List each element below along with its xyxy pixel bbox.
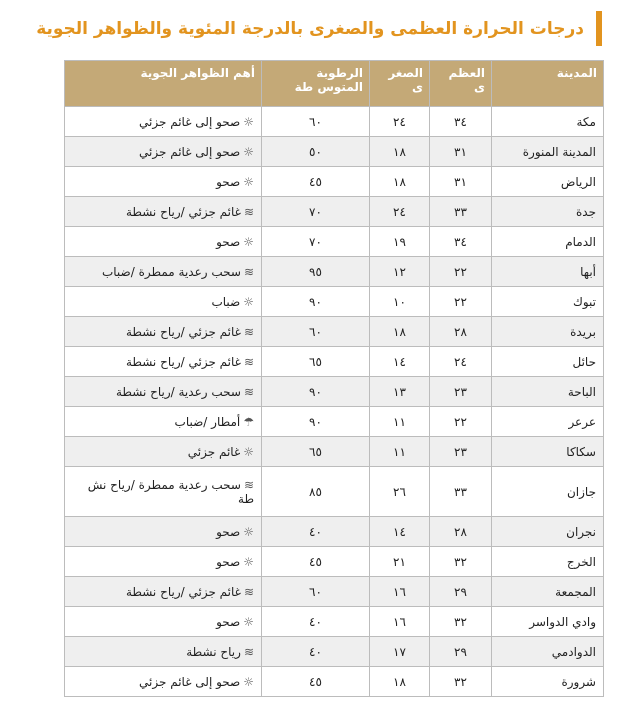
table-row [65,257,604,287]
max-temp-cell: ٣٤ [430,107,492,137]
min-temp-cell: ١٣ [370,377,430,407]
table-row [65,667,604,697]
weather-text: غائم جزئي /رياح نشطة [125,354,241,369]
weather-cell [65,287,262,317]
weather-cell [65,227,262,257]
weather-cell [65,137,262,167]
max-temp-cell: ٢٤ [430,347,492,377]
wind-icon: ≋ [243,477,254,492]
humidity-cell: ٩٠ [262,287,370,317]
weather-cell [65,257,262,287]
table-row [65,107,604,137]
min-temp-cell: ١٦ [370,607,430,637]
table-row [65,607,604,637]
weather-cell [65,607,262,637]
min-temp-cell: ١٤ [370,347,430,377]
sun-icon: ☼ [243,294,254,309]
weather-text: صحو [216,174,241,189]
city-cell: وادي الدواسر [492,607,604,637]
table-row [65,227,604,257]
partly-cloudy-icon: ☼ [243,114,254,129]
humidity-cell: ٦٠ [262,317,370,347]
table-row [65,197,604,227]
max-temp-cell: ٣١ [430,137,492,167]
city-cell: الرياض [492,167,604,197]
weather-text: ضباب [211,294,241,309]
min-temp-cell: ١٨ [370,167,430,197]
city-cell: سكاكا [492,437,604,467]
wind-icon: ≋ [243,644,254,659]
title-bar [36,11,602,46]
humidity-cell: ٥٠ [262,137,370,167]
weather-text: صحو إلى غائم جزئي [139,674,241,689]
max-temp-cell: ٢٨ [430,517,492,547]
weather-cell [65,517,262,547]
min-temp-cell: ١٢ [370,257,430,287]
min-temp-cell: ١٠ [370,287,430,317]
weather-cell [65,407,262,437]
weather-text: سحب رعدية ممطرة /رياح نش طة [87,477,254,506]
humidity-cell: ٧٠ [262,197,370,227]
wind-icon: ≋ [243,354,254,369]
partly-cloudy-icon: ☼ [243,144,254,159]
city-cell: شرورة [492,667,604,697]
city-cell: مكة [492,107,604,137]
header-humidity: الرطوبة المتوس طة [262,61,370,107]
city-cell: الباحة [492,377,604,407]
max-temp-cell: ٢٣ [430,437,492,467]
max-temp-cell: ٣٢ [430,667,492,697]
weather-cell [65,467,262,517]
city-cell: عرعر [492,407,604,437]
weather-cell [65,197,262,227]
city-cell: أبها [492,257,604,287]
humidity-cell: ٩٠ [262,407,370,437]
rain-cloud-icon: ☂ [243,414,254,429]
page-title: درجات الحرارة العظمى والصغرى بالدرجة المئوية والظواهر الجوية [36,18,584,39]
weather-text: غائم جزئي /رياح نشطة [125,204,241,219]
min-temp-cell: ٢٤ [370,197,430,227]
weather-text: صحو إلى غائم جزئي [139,144,241,159]
humidity-cell: ٩٠ [262,377,370,407]
wind-icon: ≋ [243,264,254,279]
min-temp-cell: ١٨ [370,667,430,697]
weather-cell [65,107,262,137]
wind-icon: ≋ [243,384,254,399]
table-row [65,317,604,347]
weather-cell [65,637,262,667]
header-city: المدينة [492,61,604,107]
max-temp-cell: ٢٢ [430,407,492,437]
humidity-cell: ٤٠ [262,607,370,637]
min-temp-cell: ١٤ [370,517,430,547]
city-cell: المجمعة [492,577,604,607]
weather-text: صحو إلى غائم جزئي [139,114,241,129]
city-cell: الدمام [492,227,604,257]
header-max: العظم ى [430,61,492,107]
max-temp-cell: ٣١ [430,167,492,197]
city-cell: نجران [492,517,604,547]
weather-cell [65,437,262,467]
min-temp-cell: ٢٤ [370,107,430,137]
wind-icon: ≋ [243,324,254,339]
header-min: الصغر ى [370,61,430,107]
min-temp-cell: ٢١ [370,547,430,577]
humidity-cell: ٨٥ [262,467,370,517]
weather-text: صحو [216,554,241,569]
max-temp-cell: ٢٩ [430,577,492,607]
min-temp-cell: ١٧ [370,637,430,667]
sun-icon: ☼ [243,554,254,569]
table-row [65,637,604,667]
humidity-cell: ٧٠ [262,227,370,257]
max-temp-cell: ٢٢ [430,257,492,287]
table-row [65,517,604,547]
city-cell: جازان [492,467,604,517]
min-temp-cell: ١١ [370,407,430,437]
humidity-cell: ٦٥ [262,437,370,467]
table-body [65,107,604,697]
min-temp-cell: ١٨ [370,137,430,167]
weather-cell [65,167,262,197]
weather-cell [65,377,262,407]
table-row [65,347,604,377]
min-temp-cell: ١٩ [370,227,430,257]
weather-text: سحب رعدية ممطرة /ضباب [101,264,241,279]
weather-cell [65,577,262,607]
max-temp-cell: ٢٣ [430,377,492,407]
city-cell: بريدة [492,317,604,347]
weather-text: أمطار /ضباب [174,414,241,429]
table-row [65,377,604,407]
table-row [65,547,604,577]
max-temp-cell: ٣٣ [430,467,492,517]
city-cell: تبوك [492,287,604,317]
city-cell: الدوادمي [492,637,604,667]
humidity-cell: ٦٥ [262,347,370,377]
max-temp-cell: ٢٨ [430,317,492,347]
weather-text: رياح نشطة [186,644,241,659]
city-cell: الخرج [492,547,604,577]
wind-icon: ≋ [243,584,254,599]
min-temp-cell: ١٦ [370,577,430,607]
partly-cloudy-icon: ☼ [243,674,254,689]
table-row [65,467,604,517]
city-cell: جدة [492,197,604,227]
max-temp-cell: ٣٢ [430,547,492,577]
city-cell: حائل [492,347,604,377]
humidity-cell: ٤٥ [262,547,370,577]
city-cell: المدينة المنورة [492,137,604,167]
weather-text: غائم جزئي /رياح نشطة [125,324,241,339]
weather-cell [65,347,262,377]
min-temp-cell: ١١ [370,437,430,467]
weather-cell [65,317,262,347]
weather-cell [65,667,262,697]
sun-icon: ☼ [243,614,254,629]
table-row [65,407,604,437]
humidity-cell: ٤٥ [262,667,370,697]
sun-icon: ☼ [243,524,254,539]
weather-table [64,60,604,697]
weather-text: سحب رعدية /رياح نشطة [115,384,241,399]
humidity-cell: ٦٠ [262,577,370,607]
humidity-cell: ٤٠ [262,517,370,547]
wind-icon: ≋ [243,204,254,219]
max-temp-cell: ٢٢ [430,287,492,317]
weather-text: صحو [216,524,241,539]
sun-icon: ☼ [243,234,254,249]
weather-text: صحو [216,234,241,249]
humidity-cell: ٤٠ [262,637,370,667]
table-row [65,137,604,167]
partly-cloudy-icon: ☼ [243,444,254,459]
weather-text: غائم جزئي [187,444,241,459]
sun-icon: ☼ [243,174,254,189]
table-row [65,437,604,467]
max-temp-cell: ٣٣ [430,197,492,227]
humidity-cell: ٤٥ [262,167,370,197]
table-row [65,167,604,197]
table-row [65,287,604,317]
weather-text: غائم جزئي /رياح نشطة [125,584,241,599]
min-temp-cell: ٢٦ [370,467,430,517]
max-temp-cell: ٣٤ [430,227,492,257]
humidity-cell: ٩٥ [262,257,370,287]
table-row [65,577,604,607]
humidity-cell: ٦٠ [262,107,370,137]
header-weather: أهم الظواهر الجوية [65,61,262,107]
min-temp-cell: ١٨ [370,317,430,347]
max-temp-cell: ٢٩ [430,637,492,667]
weather-text: صحو [216,614,241,629]
weather-cell [65,547,262,577]
header-row [65,61,604,107]
max-temp-cell: ٣٢ [430,607,492,637]
